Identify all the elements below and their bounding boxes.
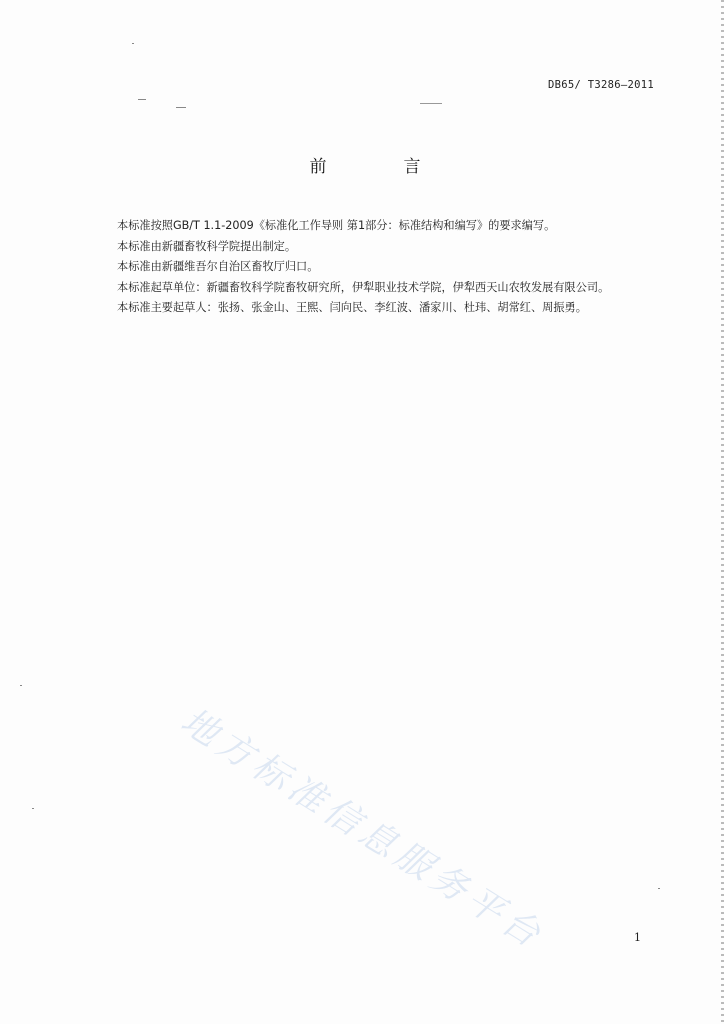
scan-speck (132, 43, 134, 44)
scan-speck (138, 99, 146, 100)
page-number: 1 (634, 931, 641, 944)
standard-code: DB65/ T3286—2011 (548, 79, 654, 91)
foreword-body (117, 216, 677, 319)
scan-speck (176, 107, 186, 108)
foreword-line: 本标准由新疆畜牧科学院提出制定。 (117, 239, 297, 253)
foreword-line: 本标准起草单位：新疆畜牧科学院畜牧研究所，伊犁职业技术学院，伊犁西天山农牧发展有限公司。 (117, 280, 610, 294)
foreword-line: 本标准由新疆维吾尔自治区畜牧厅归口。 (117, 260, 319, 273)
scan-speck (32, 808, 34, 809)
scan-speck (20, 685, 22, 686)
foreword-line: 本标准主要起草人：张扬、张金山、王熙、闫向民、李红波、潘家川、杜玮、胡常红、周振勇。 (117, 301, 587, 314)
page-title: 前 言 (309, 157, 451, 177)
scan-speck (658, 888, 660, 889)
watermark: 地方标准信息服务平台 (173, 700, 552, 959)
scan-speck (420, 103, 442, 104)
foreword-line: 本标准按照GB/T 1.1-2009《标准化工作导则 第1部分：标准结构和编写》的要求编写。 (117, 219, 556, 232)
